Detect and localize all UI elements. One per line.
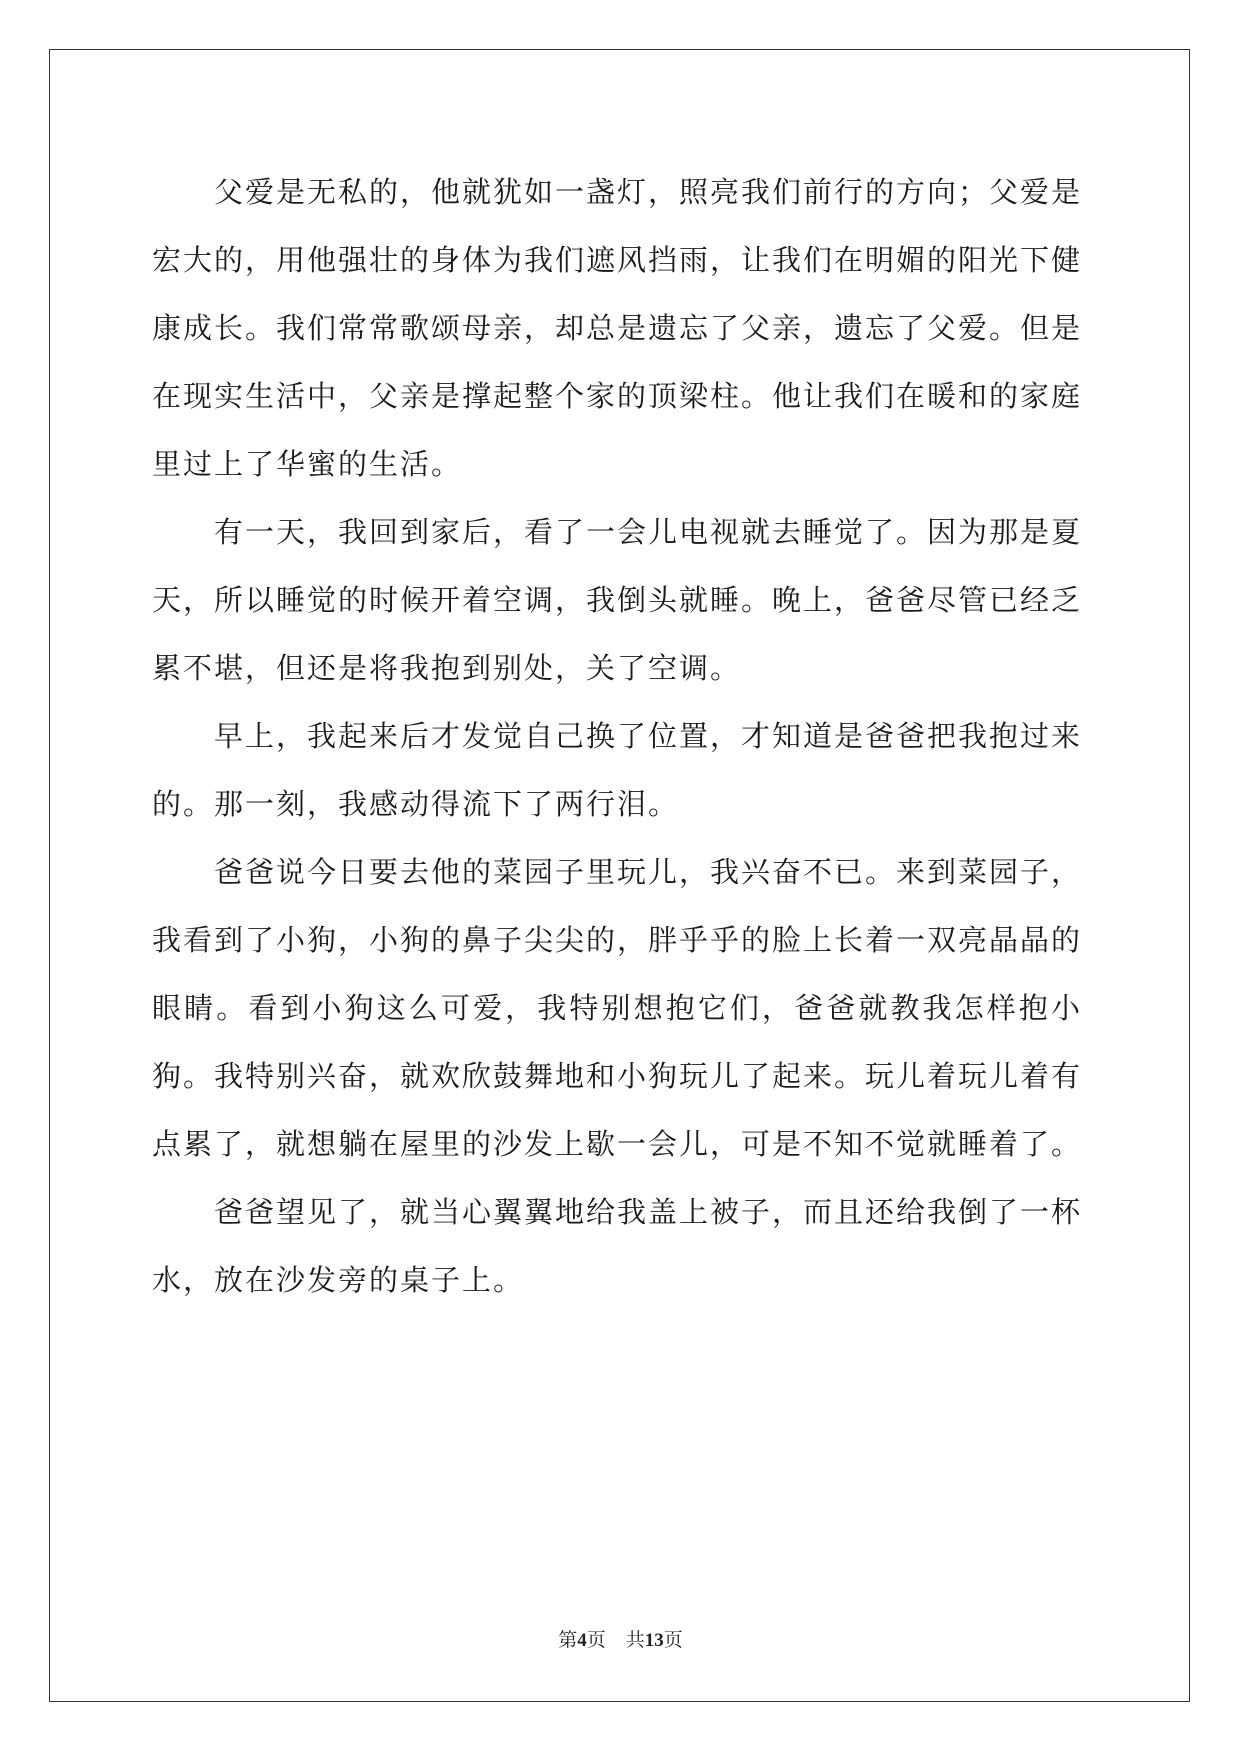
total-pages: 13 — [644, 1630, 664, 1651]
total-suffix: 页 — [663, 1629, 683, 1651]
paragraph-1: 父爱是无私的，他就犹如一盏灯，照亮我们前行的方向；父爱是宏大的，用他强壮的身体为我们遮风挡雨，让我们在明媚的阳光下健康成长。我们常常歌颂母亲，却总是遗忘了父亲，遗忘了父爱。但是在现实生活中，父亲是撑起整个家的顶梁柱。他让我们在暖和的家庭里过上了华蜜的生活。 — [152, 175, 1083, 481]
total-prefix: 共 — [625, 1629, 645, 1651]
page-prefix: 第 — [558, 1629, 578, 1651]
page-footer — [0, 1625, 1241, 1652]
paragraph-2: 有一天，我回到家后，看了一会儿电视就去睡觉了。因为那是夏天，所以睡觉的时候开着空调，我倒头就睡。晚上，爸爸尽管已经乏累不堪，但还是将我抱到别处，关了空调。 — [152, 515, 1083, 685]
document-body — [152, 158, 1082, 1314]
page-number: 4 — [577, 1630, 587, 1651]
paragraph-3: 早上，我起来后才发觉自己换了位置，才知道是爸爸把我抱过来的。那一刻，我感动得流下了两行泪。 — [152, 719, 1083, 821]
paragraph-4: 爸爸说今日要去他的菜园子里玩儿，我兴奋不已。来到菜园子，我看到了小狗，小狗的鼻子尖尖的，胖乎乎的脸上长着一双亮晶晶的眼睛。看到小狗这么可爱，我特别想抱它们，爸爸就教我怎样抱小狗。我特别兴奋，就欢欣鼓舞地和小狗玩儿了起来。玩儿着玩儿着有点累了，就想躺在屋里的沙发上歇一会儿，可是不知不觉就睡着了。 — [152, 855, 1083, 1161]
paragraph-5: 爸爸望见了，就当心翼翼地给我盖上被子，而且还给我倒了一杯水，放在沙发旁的桌子上。 — [152, 1195, 1083, 1297]
page-suffix: 页 — [586, 1629, 606, 1651]
